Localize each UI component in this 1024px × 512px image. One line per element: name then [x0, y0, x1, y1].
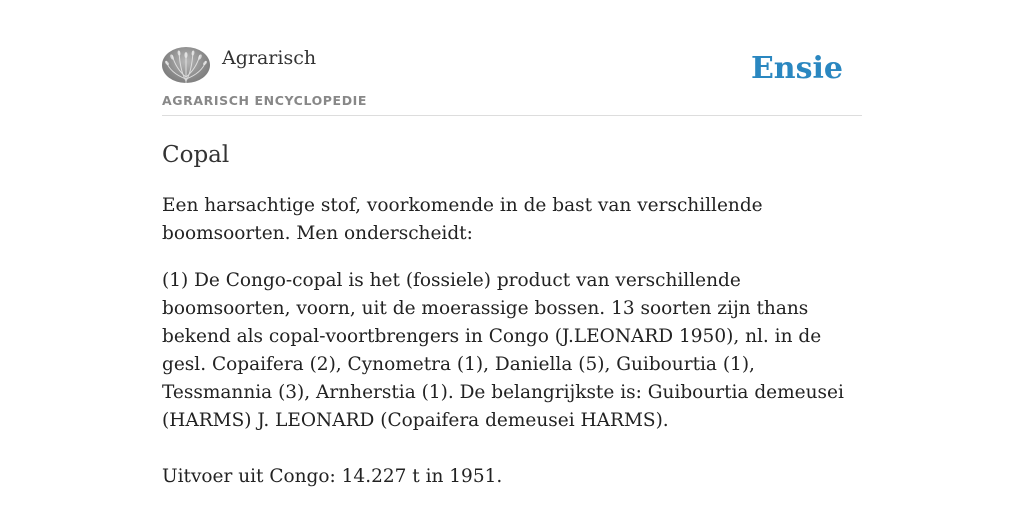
article-paragraph: (1) De Congo-copal is het (fossiele) product van verschillende boomsoorten, voorn, uit de moerassige bossen. 13 soorten zijn thans bekend als copal-voortbrengers in Congo (J.LEONARD 1950), nl. in de gesl. Copaifera (2), Cynometra (1), Daniella (5), Guibourtia (1), Tessmannia (3), Arnherstia (1). De belangrijkste is: Guibourtia demeusei (HARMS) J. LEONARD (Copaifera demeusei HARMS). — [162, 270, 844, 431]
article-title: Copal — [162, 142, 230, 168]
article-paragraph: Uitvoer uit Congo: 14.227 t in 1951. — [162, 466, 503, 487]
article-body — [162, 192, 862, 510]
article-paragraph: Een harsachtige stof, voorkomende in de bast van verschillende boomsoorten. Men onderscheidt: — [162, 195, 763, 244]
wheat-icon[interactable] — [162, 47, 210, 83]
header — [162, 0, 862, 116]
site-subtitle[interactable]: AGRARISCH ENCYCLOPEDIE — [162, 93, 368, 108]
brand-logo[interactable]: Ensie — [750, 51, 843, 86]
page — [162, 0, 862, 487]
site-name[interactable]: Agrarisch — [222, 47, 317, 69]
